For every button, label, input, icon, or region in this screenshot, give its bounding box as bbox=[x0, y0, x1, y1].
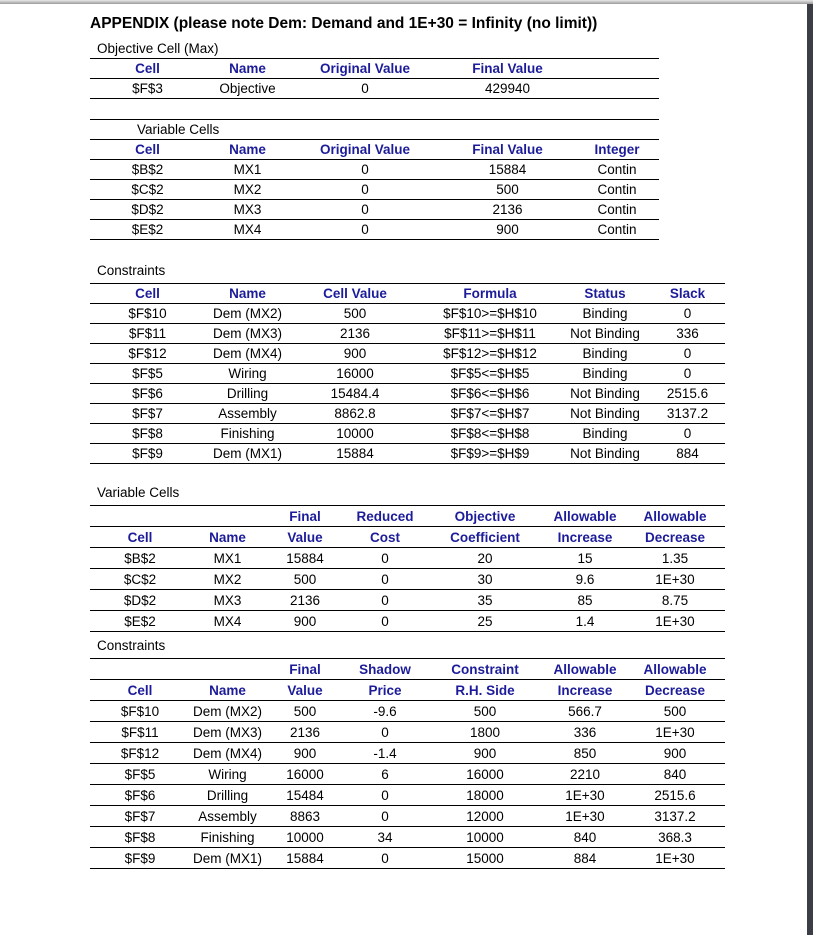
table-cell: Dem (MX1) bbox=[205, 444, 290, 464]
table-row bbox=[90, 590, 725, 611]
table-cell: 429940 bbox=[440, 79, 575, 99]
table-cell: $F$11 bbox=[90, 722, 190, 743]
table-cell: Binding bbox=[560, 304, 650, 324]
table-cell: $F$3 bbox=[90, 79, 205, 99]
table-cell: 2136 bbox=[290, 324, 420, 344]
table-cell: $E$2 bbox=[90, 611, 190, 632]
table-cell: $F$10 bbox=[90, 304, 205, 324]
column-header bbox=[90, 506, 190, 527]
table-cell: 0 bbox=[345, 848, 425, 869]
column-header: Allowable bbox=[625, 506, 725, 527]
table-cell: Not Binding bbox=[560, 444, 650, 464]
table-cell: Drilling bbox=[205, 384, 290, 404]
table-cell: 368.3 bbox=[625, 827, 725, 848]
column-header: Value bbox=[265, 680, 345, 701]
column-header: Allowable bbox=[545, 506, 625, 527]
table-cell: Not Binding bbox=[560, 324, 650, 344]
table-cell: Contin bbox=[575, 180, 659, 200]
table-cell: Not Binding bbox=[560, 404, 650, 424]
table-cell: 1.4 bbox=[545, 611, 625, 632]
table-cell: $F$7 bbox=[90, 404, 205, 424]
table-row bbox=[90, 569, 725, 590]
table-cell: 500 bbox=[290, 304, 420, 324]
header-row-bottom bbox=[90, 680, 725, 701]
table-row bbox=[90, 160, 659, 180]
column-header: Allowable bbox=[625, 659, 725, 680]
table-cell: 15484.4 bbox=[290, 384, 420, 404]
constraints-sensitivity-table bbox=[90, 658, 725, 869]
table-cell: 15884 bbox=[290, 444, 420, 464]
table-cell: $C$2 bbox=[90, 569, 190, 590]
column-header: Final bbox=[265, 659, 345, 680]
table-row bbox=[90, 827, 725, 848]
objective-cell-table bbox=[90, 58, 659, 99]
table-cell: 16000 bbox=[265, 764, 345, 785]
table-cell: 9.6 bbox=[545, 569, 625, 590]
column-header bbox=[90, 659, 190, 680]
table-cell: 0 bbox=[345, 590, 425, 611]
table-row bbox=[90, 806, 725, 827]
table-cell: 8863 bbox=[265, 806, 345, 827]
table-cell: 85 bbox=[545, 590, 625, 611]
table-cell: 15484 bbox=[265, 785, 345, 806]
column-header: Original Value bbox=[290, 59, 440, 79]
column-header: Cell bbox=[90, 527, 190, 548]
table-cell: 0 bbox=[290, 180, 440, 200]
table-cell: $F$9>=$H$9 bbox=[420, 444, 560, 464]
column-header: Name bbox=[190, 527, 265, 548]
table-cell: 500 bbox=[265, 701, 345, 722]
table-cell: 840 bbox=[545, 827, 625, 848]
table-cell: Binding bbox=[560, 344, 650, 364]
table-cell: $F$8 bbox=[90, 424, 205, 444]
table-cell: 1E+30 bbox=[625, 848, 725, 869]
table-row bbox=[90, 764, 725, 785]
table-cell: $F$5 bbox=[90, 364, 205, 384]
table-cell: $F$11>=$H$11 bbox=[420, 324, 560, 344]
header-row-top bbox=[90, 659, 725, 680]
table-cell: 0 bbox=[650, 364, 725, 384]
table-cell: 1E+30 bbox=[625, 722, 725, 743]
table-cell: Wiring bbox=[190, 764, 265, 785]
table-cell: Drilling bbox=[190, 785, 265, 806]
table-cell: 2136 bbox=[440, 200, 575, 220]
table-cell: 15884 bbox=[440, 160, 575, 180]
table-cell: 12000 bbox=[425, 806, 545, 827]
table-cell: 0 bbox=[290, 160, 440, 180]
column-header bbox=[575, 59, 659, 79]
table-cell: 1E+30 bbox=[625, 611, 725, 632]
table-cell bbox=[575, 79, 659, 99]
table-cell: Binding bbox=[560, 364, 650, 384]
table-cell: 0 bbox=[345, 785, 425, 806]
table-cell: 20 bbox=[425, 548, 545, 569]
column-header: Name bbox=[205, 140, 290, 160]
table-cell: 6 bbox=[345, 764, 425, 785]
table-cell: -1.4 bbox=[345, 743, 425, 764]
table-cell: Not Binding bbox=[560, 384, 650, 404]
table-cell: $F$12 bbox=[90, 344, 205, 364]
table-row bbox=[90, 79, 659, 99]
table-row bbox=[90, 404, 725, 424]
table-cell: $E$2 bbox=[90, 220, 205, 240]
table-cell: MX2 bbox=[190, 569, 265, 590]
column-header: Reduced bbox=[345, 506, 425, 527]
table-cell: 16000 bbox=[425, 764, 545, 785]
column-header: Status bbox=[560, 284, 650, 304]
table-cell: 2210 bbox=[545, 764, 625, 785]
column-header: Final Value bbox=[440, 140, 575, 160]
table-cell: 850 bbox=[545, 743, 625, 764]
column-header: Decrease bbox=[625, 680, 725, 701]
table-cell: 566.7 bbox=[545, 701, 625, 722]
table-row bbox=[90, 701, 725, 722]
table-cell: -9.6 bbox=[345, 701, 425, 722]
table-cell: $F$5<=$H$5 bbox=[420, 364, 560, 384]
table-cell: Finishing bbox=[205, 424, 290, 444]
table-row bbox=[90, 444, 725, 464]
table-cell: $F$7<=$H$7 bbox=[420, 404, 560, 424]
header-row-bottom bbox=[90, 527, 725, 548]
table-cell: $B$2 bbox=[90, 548, 190, 569]
table-cell: 1800 bbox=[425, 722, 545, 743]
column-header: Name bbox=[190, 680, 265, 701]
table-cell: 15 bbox=[545, 548, 625, 569]
column-header: Increase bbox=[545, 680, 625, 701]
table-cell: 15000 bbox=[425, 848, 545, 869]
table-cell: 336 bbox=[545, 722, 625, 743]
table-cell: Contin bbox=[575, 200, 659, 220]
table-cell: 2136 bbox=[265, 590, 345, 611]
table-cell: $F$5 bbox=[90, 764, 190, 785]
section-label-constraints: Constraints bbox=[97, 263, 166, 278]
column-header: Constraint bbox=[425, 659, 545, 680]
table-cell: $F$9 bbox=[90, 444, 205, 464]
table-cell: Assembly bbox=[190, 806, 265, 827]
table-cell: MX3 bbox=[190, 590, 265, 611]
table-cell: $F$6<=$H$6 bbox=[420, 384, 560, 404]
table-cell: 34 bbox=[345, 827, 425, 848]
table-cell: 1.35 bbox=[625, 548, 725, 569]
table-row bbox=[90, 220, 659, 240]
table-cell: 10000 bbox=[265, 827, 345, 848]
table-cell: 8862.8 bbox=[290, 404, 420, 424]
table-cell: $D$2 bbox=[90, 200, 205, 220]
column-header: Cell Value bbox=[290, 284, 420, 304]
column-header: Allowable bbox=[545, 659, 625, 680]
column-header: Final Value bbox=[440, 59, 575, 79]
table-cell: 0 bbox=[345, 806, 425, 827]
table-row bbox=[90, 548, 725, 569]
table-cell: 15884 bbox=[265, 548, 345, 569]
column-header: Slack bbox=[650, 284, 725, 304]
table-cell: MX2 bbox=[205, 180, 290, 200]
table-cell: Wiring bbox=[205, 364, 290, 384]
table-row bbox=[90, 722, 725, 743]
table-row bbox=[90, 743, 725, 764]
table-cell: 2136 bbox=[265, 722, 345, 743]
table-row bbox=[90, 364, 725, 384]
table-cell: $B$2 bbox=[90, 160, 205, 180]
variable-cells-sensitivity-table bbox=[90, 505, 725, 632]
column-header: Cost bbox=[345, 527, 425, 548]
column-header: Formula bbox=[420, 284, 560, 304]
report-document bbox=[90, 12, 726, 869]
table-cell: 900 bbox=[625, 743, 725, 764]
column-header: Original Value bbox=[290, 140, 440, 160]
constraints-answer-table bbox=[90, 283, 725, 464]
table-row bbox=[90, 785, 725, 806]
table-cell: 2515.6 bbox=[650, 384, 725, 404]
table-cell: 900 bbox=[425, 743, 545, 764]
column-header: Final bbox=[265, 506, 345, 527]
table-cell: $F$7 bbox=[90, 806, 190, 827]
table-cell: 0 bbox=[290, 200, 440, 220]
table-cell: 0 bbox=[345, 722, 425, 743]
table-cell: 900 bbox=[290, 344, 420, 364]
table-cell: $D$2 bbox=[90, 590, 190, 611]
table-cell: MX1 bbox=[190, 548, 265, 569]
header-row bbox=[90, 59, 659, 79]
table-cell: 884 bbox=[650, 444, 725, 464]
table-cell: 16000 bbox=[290, 364, 420, 384]
table-row bbox=[90, 384, 725, 404]
table-cell: Assembly bbox=[205, 404, 290, 424]
column-header bbox=[190, 506, 265, 527]
table-cell: $F$10 bbox=[90, 701, 190, 722]
table-cell: MX4 bbox=[190, 611, 265, 632]
table-cell: 0 bbox=[290, 79, 440, 99]
column-header: Coefficient bbox=[425, 527, 545, 548]
top-edge-bar bbox=[0, 0, 813, 4]
table-cell: Dem (MX4) bbox=[205, 344, 290, 364]
table-cell: Contin bbox=[575, 160, 659, 180]
column-header: Decrease bbox=[625, 527, 725, 548]
table-cell: $F$6 bbox=[90, 785, 190, 806]
column-header: R.H. Side bbox=[425, 680, 545, 701]
table-cell: 500 bbox=[265, 569, 345, 590]
table-cell: 10000 bbox=[425, 827, 545, 848]
table-row bbox=[90, 424, 725, 444]
table-cell: Contin bbox=[575, 220, 659, 240]
table-cell: 900 bbox=[265, 611, 345, 632]
table-cell: 0 bbox=[650, 304, 725, 324]
table-cell: 3137.2 bbox=[650, 404, 725, 424]
column-header bbox=[190, 659, 265, 680]
table-cell: MX4 bbox=[205, 220, 290, 240]
table-cell: 0 bbox=[290, 220, 440, 240]
right-edge-bar bbox=[807, 4, 813, 935]
table-band-label-row bbox=[90, 120, 659, 140]
table-cell: 840 bbox=[625, 764, 725, 785]
table-cell: 10000 bbox=[290, 424, 420, 444]
table-cell: $F$9 bbox=[90, 848, 190, 869]
table-cell: 900 bbox=[265, 743, 345, 764]
table-cell: 500 bbox=[625, 701, 725, 722]
table-cell: Finishing bbox=[190, 827, 265, 848]
table-cell: Dem (MX1) bbox=[190, 848, 265, 869]
table-cell: 0 bbox=[650, 424, 725, 444]
table-cell: 500 bbox=[425, 701, 545, 722]
page-title: APPENDIX (please note Dem: Demand and 1E+30 = Infinity (no limit)) bbox=[90, 15, 598, 32]
table-cell: 900 bbox=[440, 220, 575, 240]
table-cell: 3137.2 bbox=[625, 806, 725, 827]
table-cell: 0 bbox=[345, 548, 425, 569]
table-row bbox=[90, 344, 725, 364]
column-header: Objective bbox=[425, 506, 545, 527]
table-row bbox=[90, 848, 725, 869]
section-label-variable-cells: Variable Cells bbox=[90, 120, 659, 140]
column-header: Cell bbox=[90, 680, 190, 701]
table-row bbox=[90, 304, 725, 324]
header-row bbox=[90, 284, 725, 304]
table-cell: Dem (MX2) bbox=[205, 304, 290, 324]
column-header: Integer bbox=[575, 140, 659, 160]
table-cell: 500 bbox=[440, 180, 575, 200]
table-cell: MX1 bbox=[205, 160, 290, 180]
table-cell: Dem (MX3) bbox=[205, 324, 290, 344]
table-cell: $F$6 bbox=[90, 384, 205, 404]
table-cell: 15884 bbox=[265, 848, 345, 869]
table-cell: 18000 bbox=[425, 785, 545, 806]
table-cell: Objective bbox=[205, 79, 290, 99]
header-row-top bbox=[90, 506, 725, 527]
table-cell: 8.75 bbox=[625, 590, 725, 611]
table-cell: MX3 bbox=[205, 200, 290, 220]
table-cell: 1E+30 bbox=[545, 806, 625, 827]
column-header: Shadow bbox=[345, 659, 425, 680]
table-cell: 0 bbox=[345, 611, 425, 632]
table-cell: 2515.6 bbox=[625, 785, 725, 806]
table-cell: 0 bbox=[345, 569, 425, 590]
table-row bbox=[90, 611, 725, 632]
table-cell: Dem (MX2) bbox=[190, 701, 265, 722]
column-header: Cell bbox=[90, 59, 205, 79]
table-cell: Dem (MX4) bbox=[190, 743, 265, 764]
section-label-objective-cell: Objective Cell (Max) bbox=[97, 41, 219, 56]
column-header: Increase bbox=[545, 527, 625, 548]
table-cell: $F$11 bbox=[90, 324, 205, 344]
table-cell: $F$12>=$H$12 bbox=[420, 344, 560, 364]
column-header: Cell bbox=[90, 284, 205, 304]
column-header: Price bbox=[345, 680, 425, 701]
column-header: Value bbox=[265, 527, 345, 548]
table-cell: 35 bbox=[425, 590, 545, 611]
column-header: Cell bbox=[90, 140, 205, 160]
table-cell: $F$8 bbox=[90, 827, 190, 848]
table-cell: 1E+30 bbox=[625, 569, 725, 590]
table-cell: 1E+30 bbox=[545, 785, 625, 806]
table-cell: $F$8<=$H$8 bbox=[420, 424, 560, 444]
table-row bbox=[90, 324, 725, 344]
table-cell: 25 bbox=[425, 611, 545, 632]
table-cell: Dem (MX3) bbox=[190, 722, 265, 743]
table-cell: 0 bbox=[650, 344, 725, 364]
table-cell: Binding bbox=[560, 424, 650, 444]
table-cell: $F$12 bbox=[90, 743, 190, 764]
column-header: Name bbox=[205, 59, 290, 79]
table-cell: $F$10>=$H$10 bbox=[420, 304, 560, 324]
table-cell: 30 bbox=[425, 569, 545, 590]
table-cell: $C$2 bbox=[90, 180, 205, 200]
table-cell: 884 bbox=[545, 848, 625, 869]
table-row bbox=[90, 200, 659, 220]
column-header: Name bbox=[205, 284, 290, 304]
variable-cells-answer-table bbox=[90, 119, 659, 240]
header-row bbox=[90, 140, 659, 160]
section-label-constraints-sensitivity: Constraints bbox=[97, 638, 166, 653]
table-cell: 336 bbox=[650, 324, 725, 344]
table-row bbox=[90, 180, 659, 200]
section-label-variable-cells-sensitivity: Variable Cells bbox=[97, 485, 180, 500]
